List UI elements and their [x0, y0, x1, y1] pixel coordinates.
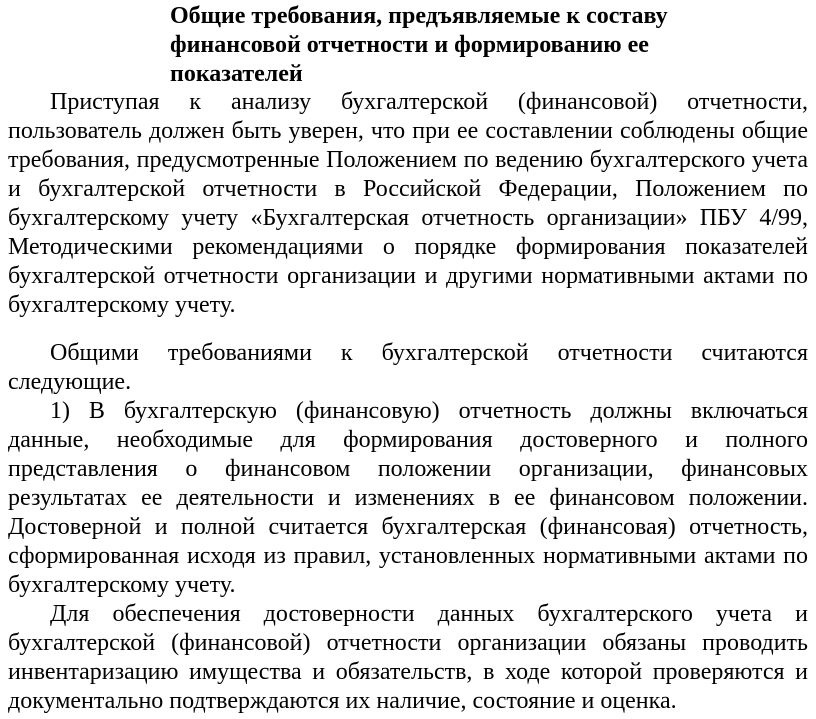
paragraph-general-requirements: Общими требованиями к бухгалтерской отчетности считаются следующие. — [8, 340, 808, 395]
paragraph-requirement-1: 1) В бухгалтерскую (финансовую) отчетность должны включаться данные, необходимые для формирования достоверного и полного представления о финансовом положении организации, финансовых результатах ее деятельности и изменениях в ее финансовом положении. Достоверной и полной считается бухгалтерская (финансовая) отчетность, сформированная исходя из правил, установленных нормативными актами по бухгалтерскому учету. — [8, 398, 808, 598]
document-title: Общие требования, предъявляемые к составу финансовой отчетности и формированию ее показателей — [170, 3, 668, 87]
paragraph-inventory: Для обеспечения достоверности данных бухгалтерского учета и бухгалтерской (финансовой) отчетности организации обязаны проводить инвентаризацию имущества и обязательств, в ходе которой проверяются и документально подтверждаются их наличие, состояние и оценка. — [8, 601, 808, 714]
paragraph-intro: Приступая к анализу бухгалтерской (финансовой) отчетности, пользователь должен быть уверен, что при ее составлении соблюдены общие требования, предусмотренные Положением по ведению бухгалтерского учета и бухгалтерской отчетности в Российской Федерации, Положением по бухгалтерскому учету «Бухгалтерская отчетность организации» ПБУ 4/99, Методическими рекомендациями о порядке формирования показателей бухгалтерской отчетности организации и другими нормативными актами по бухгалтерскому учету. — [8, 89, 808, 318]
